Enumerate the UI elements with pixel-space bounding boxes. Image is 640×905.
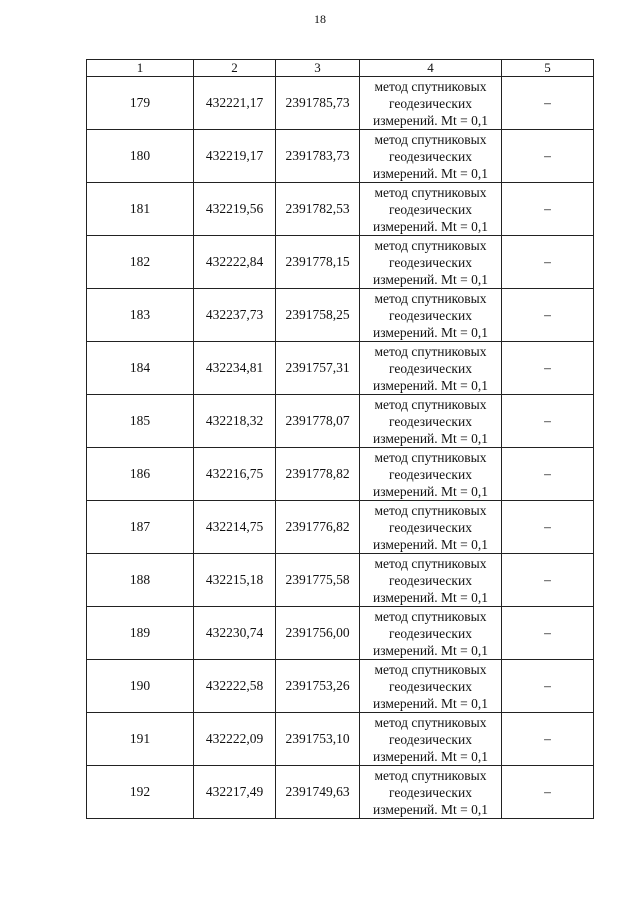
method-cell: метод спутниковых геодезических измерений. Mt = 0,1 [360, 501, 502, 554]
y-coordinate-cell: 2391753,10 [276, 713, 360, 766]
point-number-cell: 192 [87, 766, 194, 819]
table-row [87, 183, 594, 236]
x-coordinate-cell: 432216,75 [194, 448, 276, 501]
x-coordinate-cell: 432237,73 [194, 289, 276, 342]
y-coordinate-cell: 2391749,63 [276, 766, 360, 819]
method-cell: метод спутниковых геодезических измерений. Mt = 0,1 [360, 183, 502, 236]
x-coordinate-cell: 432219,56 [194, 183, 276, 236]
method-cell: метод спутниковых геодезических измерений. Mt = 0,1 [360, 766, 502, 819]
y-coordinate-cell: 2391778,07 [276, 395, 360, 448]
table-row [87, 607, 594, 660]
note-cell: – [502, 607, 594, 660]
note-cell: – [502, 501, 594, 554]
point-number-cell: 191 [87, 713, 194, 766]
y-coordinate-cell: 2391782,53 [276, 183, 360, 236]
column-header-4: 4 [360, 60, 502, 77]
table-row [87, 289, 594, 342]
y-coordinate-cell: 2391756,00 [276, 607, 360, 660]
note-cell: – [502, 554, 594, 607]
method-cell: метод спутниковых геодезических измерений. Mt = 0,1 [360, 342, 502, 395]
point-number-cell: 189 [87, 607, 194, 660]
table-row [87, 448, 594, 501]
method-cell: метод спутниковых геодезических измерений. Mt = 0,1 [360, 77, 502, 130]
x-coordinate-cell: 432215,18 [194, 554, 276, 607]
point-number-cell: 179 [87, 77, 194, 130]
point-number-cell: 185 [87, 395, 194, 448]
note-cell: – [502, 236, 594, 289]
note-cell: – [502, 342, 594, 395]
y-coordinate-cell: 2391758,25 [276, 289, 360, 342]
column-header-2: 2 [194, 60, 276, 77]
table-row [87, 554, 594, 607]
coordinates-table [86, 59, 594, 819]
note-cell: – [502, 130, 594, 183]
point-number-cell: 187 [87, 501, 194, 554]
table-header-row [87, 60, 594, 77]
table-row [87, 130, 594, 183]
method-cell: метод спутниковых геодезических измерений. Mt = 0,1 [360, 713, 502, 766]
note-cell: – [502, 660, 594, 713]
page-number: 18 [314, 12, 326, 26]
method-cell: метод спутниковых геодезических измерений. Mt = 0,1 [360, 395, 502, 448]
y-coordinate-cell: 2391776,82 [276, 501, 360, 554]
x-coordinate-cell: 432222,58 [194, 660, 276, 713]
point-number-cell: 188 [87, 554, 194, 607]
table-row [87, 766, 594, 819]
note-cell: – [502, 766, 594, 819]
note-cell: – [502, 395, 594, 448]
y-coordinate-cell: 2391778,15 [276, 236, 360, 289]
y-coordinate-cell: 2391757,31 [276, 342, 360, 395]
method-cell: метод спутниковых геодезических измерений. Mt = 0,1 [360, 236, 502, 289]
y-coordinate-cell: 2391778,82 [276, 448, 360, 501]
note-cell: – [502, 77, 594, 130]
table-row [87, 713, 594, 766]
method-cell: метод спутниковых геодезических измерений. Mt = 0,1 [360, 448, 502, 501]
x-coordinate-cell: 432234,81 [194, 342, 276, 395]
table-row [87, 660, 594, 713]
y-coordinate-cell: 2391753,26 [276, 660, 360, 713]
table-row [87, 395, 594, 448]
note-cell: – [502, 289, 594, 342]
table-row [87, 501, 594, 554]
method-cell: метод спутниковых геодезических измерений. Mt = 0,1 [360, 660, 502, 713]
table-row [87, 342, 594, 395]
point-number-cell: 180 [87, 130, 194, 183]
note-cell: – [502, 713, 594, 766]
point-number-cell: 181 [87, 183, 194, 236]
method-cell: метод спутниковых геодезических измерений. Mt = 0,1 [360, 554, 502, 607]
note-cell: – [502, 448, 594, 501]
point-number-cell: 182 [87, 236, 194, 289]
x-coordinate-cell: 432222,09 [194, 713, 276, 766]
note-cell: – [502, 183, 594, 236]
column-header-3: 3 [276, 60, 360, 77]
point-number-cell: 186 [87, 448, 194, 501]
column-header-5: 5 [502, 60, 594, 77]
y-coordinate-cell: 2391785,73 [276, 77, 360, 130]
point-number-cell: 184 [87, 342, 194, 395]
x-coordinate-cell: 432222,84 [194, 236, 276, 289]
table-row [87, 236, 594, 289]
y-coordinate-cell: 2391783,73 [276, 130, 360, 183]
x-coordinate-cell: 432221,17 [194, 77, 276, 130]
x-coordinate-cell: 432230,74 [194, 607, 276, 660]
x-coordinate-cell: 432217,49 [194, 766, 276, 819]
x-coordinate-cell: 432214,75 [194, 501, 276, 554]
point-number-cell: 183 [87, 289, 194, 342]
x-coordinate-cell: 432219,17 [194, 130, 276, 183]
point-number-cell: 190 [87, 660, 194, 713]
table-row [87, 77, 594, 130]
y-coordinate-cell: 2391775,58 [276, 554, 360, 607]
method-cell: метод спутниковых геодезических измерений. Mt = 0,1 [360, 607, 502, 660]
method-cell: метод спутниковых геодезических измерений. Mt = 0,1 [360, 130, 502, 183]
x-coordinate-cell: 432218,32 [194, 395, 276, 448]
method-cell: метод спутниковых геодезических измерений. Mt = 0,1 [360, 289, 502, 342]
column-header-1: 1 [87, 60, 194, 77]
